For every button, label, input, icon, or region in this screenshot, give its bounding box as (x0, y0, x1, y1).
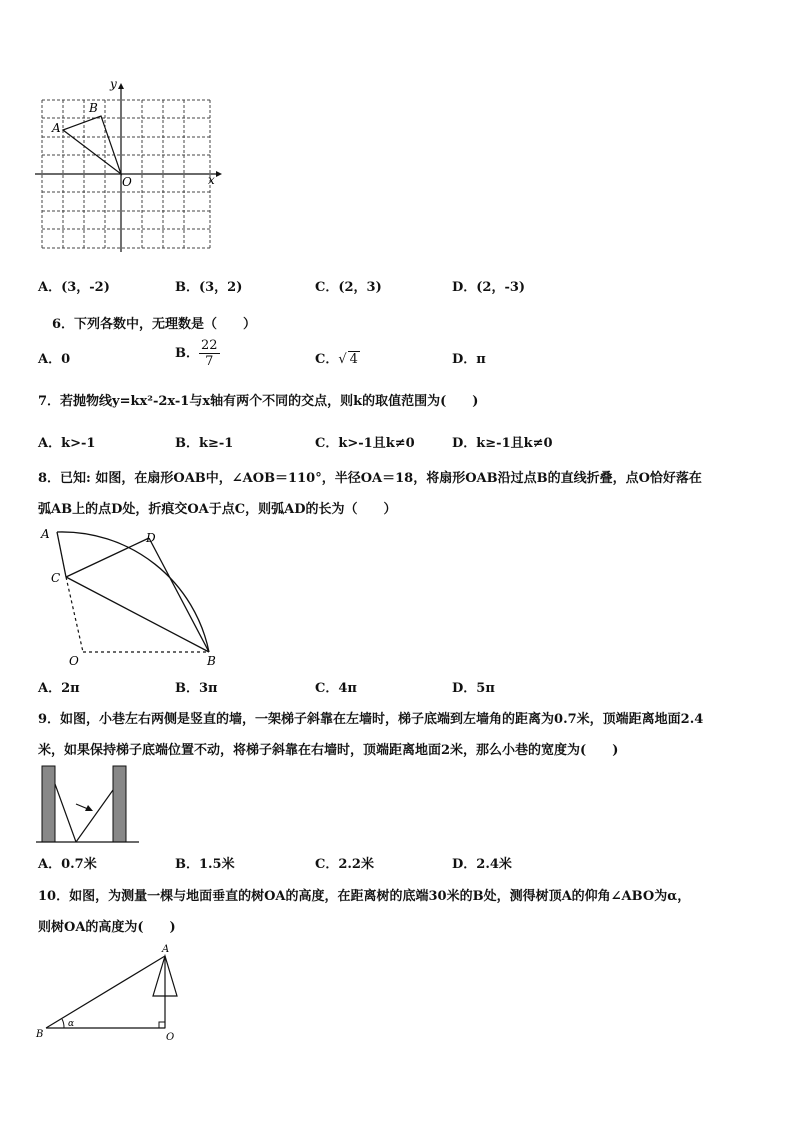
q7-stem: 7．若抛物线y=kx²-2x-1与x轴有两个不同的交点，则k的取值范围为( ) (38, 394, 479, 409)
segment-db (149, 538, 209, 652)
ladder-right (76, 790, 113, 842)
point-a-label: A (41, 527, 50, 541)
q5-option-c[interactable]: C．(2，3) (315, 280, 382, 295)
y-axis-arrow-icon (118, 83, 124, 89)
sqrt-icon: √ (338, 352, 347, 367)
q8-stem-line1: 8．已知: 如图，在扇形OAB中，∠AOB＝110°，半径OA＝18，将扇形OAB沿过点B的直线折叠，点O恰好落在 (38, 471, 702, 486)
angle-alpha-label: α (68, 1019, 75, 1029)
q10-stem-line2: 则树OA的高度为( ) (38, 920, 176, 935)
q9-option-b[interactable]: B．1.5米 (175, 857, 235, 872)
angle-arc (62, 1019, 64, 1028)
q6-option-b[interactable] (175, 338, 220, 369)
q8-option-c[interactable]: C．4π (315, 681, 357, 696)
q8-stem-line2: 弧AB上的点D处，折痕交OA于点C，则弧AD的长为（ ） (38, 502, 397, 517)
point-o-label: O (166, 1032, 175, 1043)
point-c-label: C (51, 571, 61, 585)
sight-line-ba (46, 956, 165, 1028)
q10-stem-line1: 10．如图，为测量一棵与地面垂直的树OA的高度，在距离树的底端30米的B处，测得树顶A的仰角∠ABO为α， (38, 889, 691, 904)
q7-option-c[interactable]: C．k>-1且k≠0 (315, 436, 415, 451)
x-axis-arrow-icon (216, 171, 222, 177)
origin-label: O (122, 175, 132, 189)
q5-option-d[interactable]: D．(2，-3) (452, 280, 526, 295)
point-a-label: A (162, 944, 170, 955)
right-angle-mark (159, 1022, 165, 1028)
q9-option-a[interactable]: A．0.7米 (38, 857, 97, 872)
point-d-label: D (146, 531, 156, 545)
q7-option-d[interactable]: D．k≥-1且k≠0 (452, 436, 553, 451)
segment-cd (66, 538, 149, 577)
rotation-arrow-line (76, 804, 88, 809)
q5-option-a[interactable]: A．(3，-2) (38, 280, 110, 295)
q5-option-b[interactable]: B．(3，2) (175, 280, 243, 295)
segment-co-dashed (66, 577, 83, 652)
q8-option-a[interactable]: A．2π (38, 681, 80, 696)
point-b-label: B (36, 1029, 44, 1040)
q6-option-d[interactable]: D．π (452, 352, 486, 367)
q9-stem-line1: 9．如图，小巷左右两侧是竖直的墙，一架梯子斜靠在左墙时，梯子底端到左墙角的距离为0.7米，顶端距离地面2.4 (38, 712, 704, 727)
q7-option-b[interactable]: B．k≥-1 (175, 436, 234, 451)
q8-option-b[interactable]: B．3π (175, 681, 218, 696)
q8-sector-figure (35, 522, 225, 670)
q6-option-a[interactable]: A．0 (38, 352, 71, 367)
point-b-label: B (207, 654, 216, 668)
y-axis-label: y (110, 77, 117, 91)
point-o-label: O (69, 654, 79, 668)
x-axis-label: x (208, 173, 215, 187)
q8-options (0, 677, 794, 699)
fraction (199, 338, 220, 369)
q10-tree-figure (34, 942, 194, 1044)
q5-coordinate-figure (30, 74, 230, 264)
q6-options (0, 338, 794, 376)
q8-option-d[interactable]: D．5π (452, 681, 495, 696)
q5-options (0, 276, 794, 298)
q7-option-a[interactable]: A．k>-1 (38, 436, 96, 451)
fraction-numerator: 22 (201, 338, 218, 353)
point-b-label: B (89, 101, 98, 115)
q9-alley-figure (36, 764, 142, 846)
q9-option-c[interactable]: C．2.2米 (315, 857, 374, 872)
point-a-label: A (52, 121, 61, 135)
right-wall (113, 766, 126, 842)
triangle-aob (63, 116, 121, 174)
q6-stem: 6．下列各数中，无理数是（ ） (52, 317, 257, 332)
q9-stem-line2: 米，如果保持梯子底端位置不动，将梯子斜靠在右墙时，顶端距离地面2米，那么小巷的宽度为( ) (38, 743, 619, 758)
q9-option-d[interactable]: D．2.4米 (452, 857, 512, 872)
arc-ab (57, 532, 209, 652)
q9-options (0, 853, 794, 875)
segment-cb (66, 577, 209, 652)
radicand: 4 (349, 352, 358, 367)
q6-option-c-prefix: C． (315, 352, 339, 367)
fraction-denominator: 7 (205, 354, 214, 369)
left-wall (42, 766, 55, 842)
q7-options (0, 432, 794, 454)
ladder-left (55, 784, 76, 842)
q6-option-c[interactable] (315, 348, 360, 367)
q6-option-b-prefix: B． (175, 346, 199, 361)
